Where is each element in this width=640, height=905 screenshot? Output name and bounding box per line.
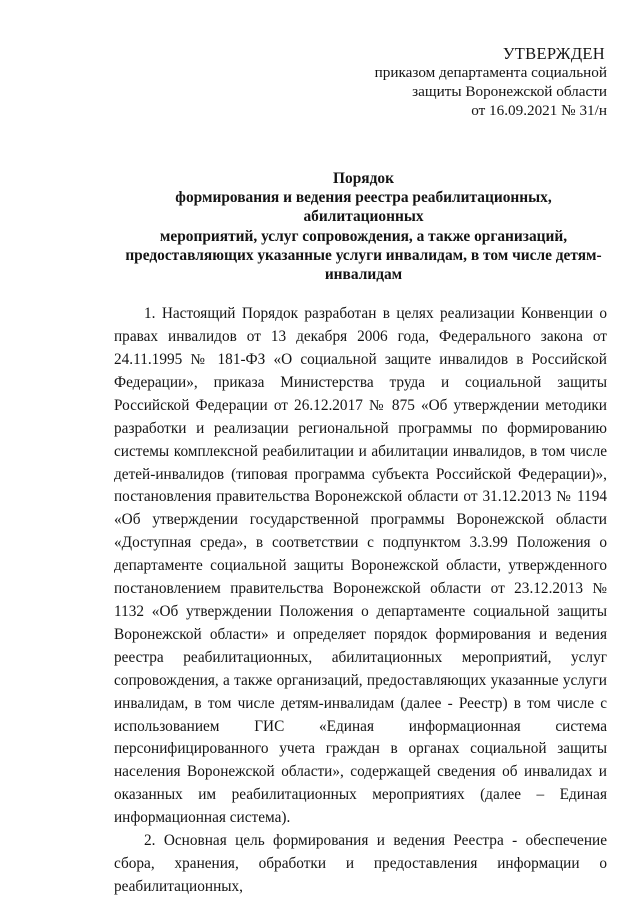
title-line: предоставляющих указанные услуги инвалидам, в том числе детям- xyxy=(125,246,602,264)
document-body xyxy=(114,303,607,899)
paragraph-1: 1. Настоящий Порядок разработан в целях реализации Конвенции о правах инвалидов от 13 декабря 2006 года, Федерального закона от 24.11.1995 № 181-ФЗ «О социальной защите инвалидов в Российской Федерации», приказа Министерства труда и социальной защиты Российской Федерации от 26.12.2017 № 875 «Об утверждении методики разработки и реализации региональной программы по формированию системы комплексной реабилитации и абилитации инвалидов, в том числе детей-инвалидов (типовая программа субъекта Российской Федерации)», постановления правительства Воронежской области от 31.12.2013 № 1194 «Об утверждении государственной программы Воронежской области «Доступная среда», в соответствии с подпунктом 3.3.99 Положения о департаменте социальной защиты Воронежской области, утвержденного постановлением правительства Воронежской области от 23.12.2013 № 1132 «Об утверждении Положения о департаменте социальной защиты Воронежской области» и определяет порядок формирования и ведения реестра реабилитационных, абилитационных мероприятий, услуг сопровождения, а также организаций, предоставляющих указанные услуги инвалидам, в том числе детям-инвалидам (далее - Реестр) в том числе с использованием ГИС «Единая информационная система персонифицированного учета граждан в органах социальной защиты населения Воронежской области», содержащей сведения об инвалидах и оказанных им реабилитационных мероприятиях (далее – Единая информационная система). xyxy=(114,305,607,827)
approval-heading: УТВЕРЖДЕН xyxy=(502,44,605,63)
title-line: мероприятий, услуг сопровождения, а также организаций, xyxy=(159,227,568,245)
approval-date-line: от 16.09.2021 № 31/н xyxy=(471,102,607,119)
title-line: инвалидам xyxy=(324,266,403,284)
document-title xyxy=(114,169,607,284)
paragraph-2: 2. Основная цель формирования и ведения Реестра - обеспечение сбора, хранения, обработки и предоставления информации о реабилитационных, xyxy=(114,832,607,895)
approval-line: приказом департамента социальной xyxy=(374,64,607,81)
approval-line: защиты Воронежской области xyxy=(412,83,607,100)
title-line: Порядок xyxy=(333,170,394,187)
approval-stamp xyxy=(114,44,607,120)
title-line: формирования и ведения реестра реабилитационных, абилитационных xyxy=(175,189,552,226)
